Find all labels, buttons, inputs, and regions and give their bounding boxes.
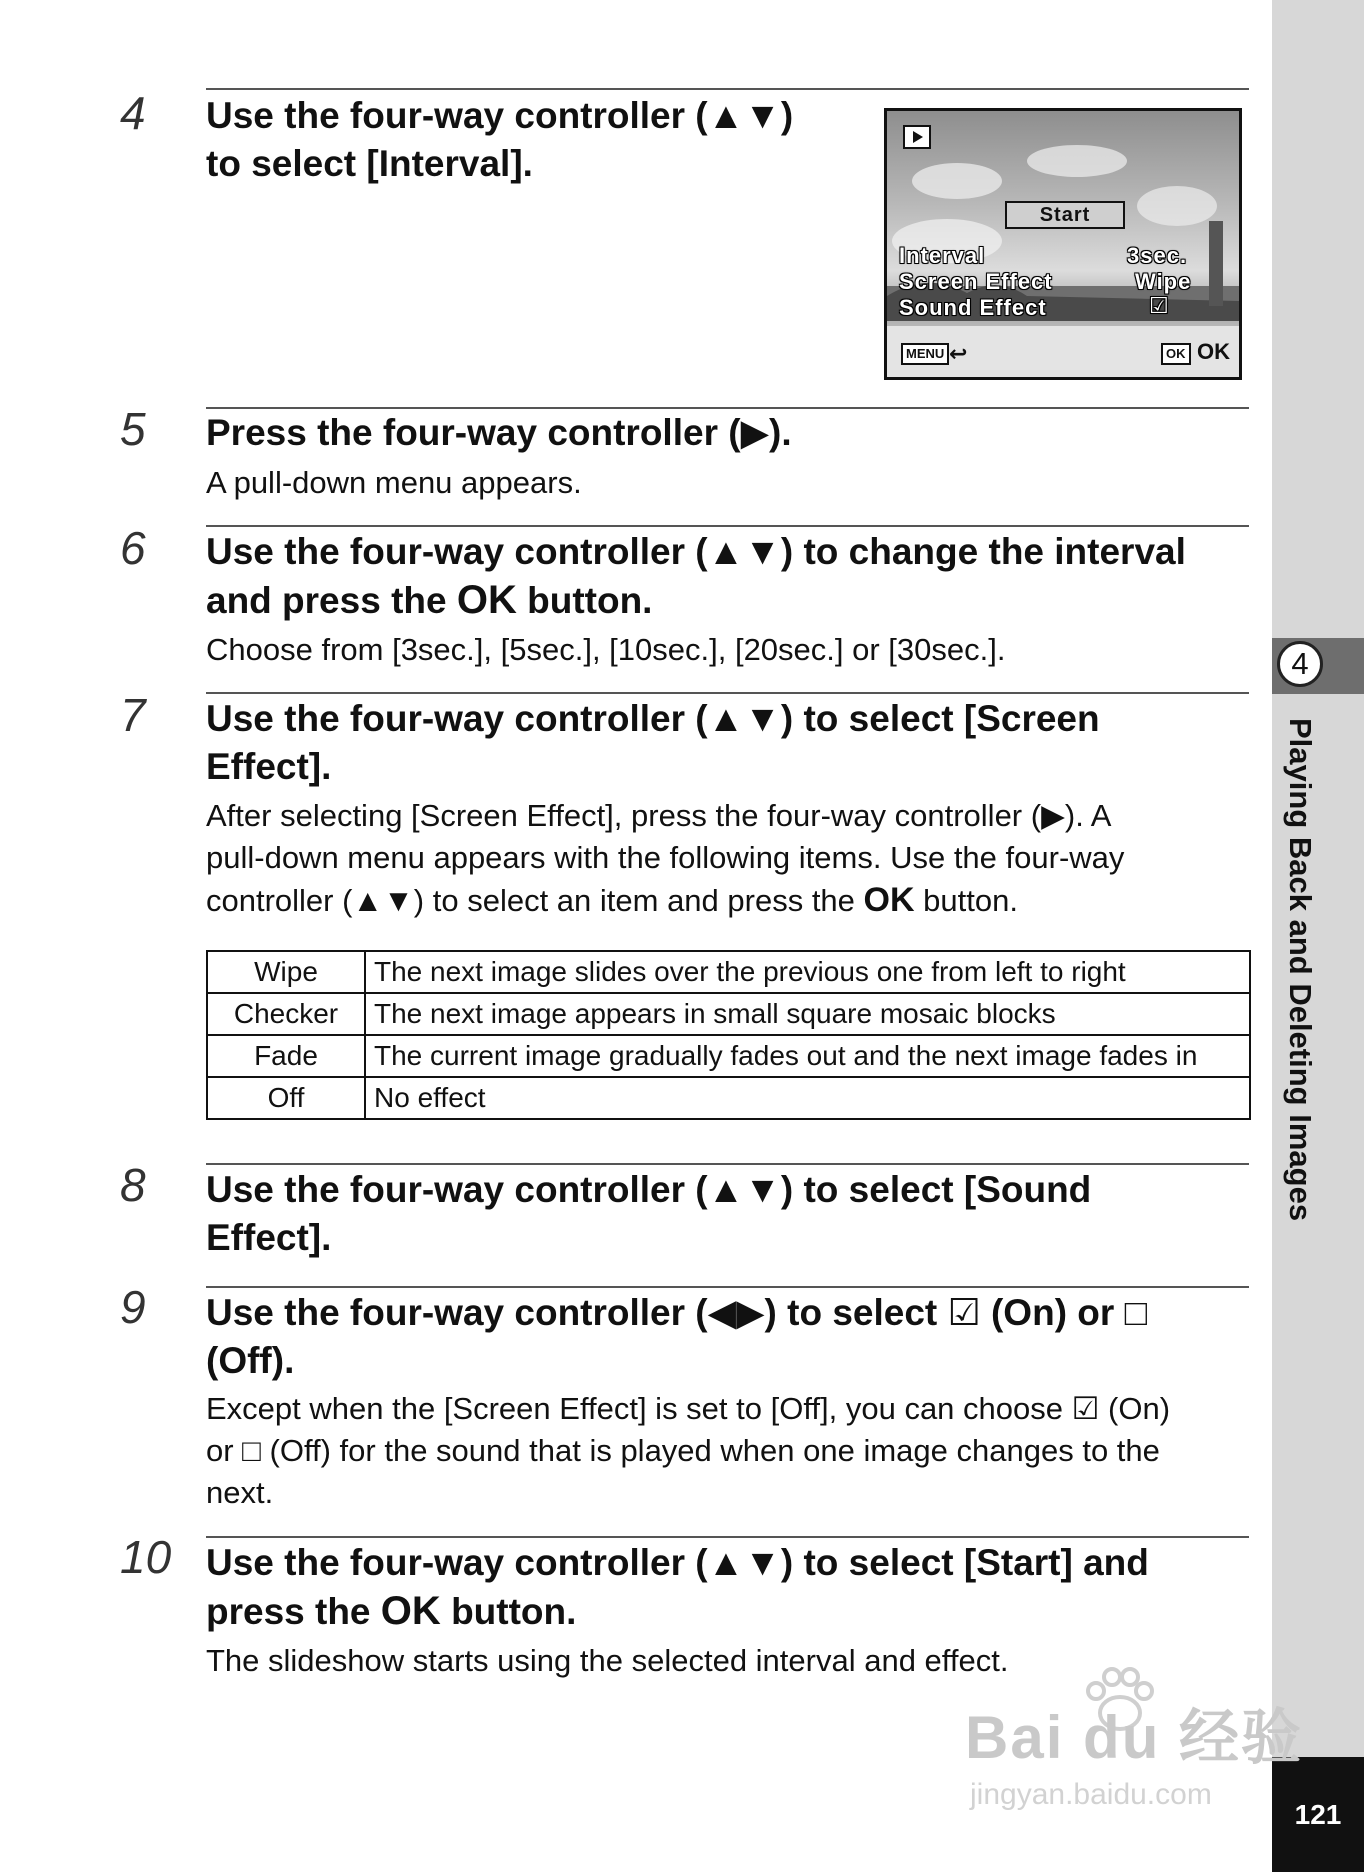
step-body: A pull-down menu appears. xyxy=(206,465,582,500)
step-heading: Use the four-way controller (▲▼) to select [Interval]. xyxy=(206,95,794,184)
step-number: 5 xyxy=(120,403,146,455)
effect-name: Wipe xyxy=(207,951,365,993)
camera-row-value: ☑ xyxy=(1149,293,1170,318)
ok-glyph: OK xyxy=(380,1589,441,1633)
step-heading: Use the four-way controller (◀▶) to select ☑ (On) or □ (Off). xyxy=(206,1292,1147,1381)
effect-name: Off xyxy=(207,1077,365,1119)
camera-screen xyxy=(884,108,1242,380)
camera-start-item: Start xyxy=(1005,201,1125,229)
camera-row-label: Interval xyxy=(899,243,986,268)
table-row xyxy=(207,951,1250,993)
effect-description: The current image gradually fades out and the next image fades in xyxy=(365,1035,1250,1077)
effect-name: Checker xyxy=(207,993,365,1035)
effect-description: No effect xyxy=(365,1077,1250,1119)
effect-name: Fade xyxy=(207,1035,365,1077)
step-number: 6 xyxy=(120,522,146,574)
watermark-url: jingyan.baidu.com xyxy=(970,1778,1212,1811)
step-divider xyxy=(206,525,1249,527)
ok-glyph: OK xyxy=(456,578,517,622)
step-heading: Use the four-way controller (▲▼) to select [Screen Effect]. xyxy=(206,698,1100,787)
step-body: Except when the [Screen Effect] is set to [Off], you can choose ☑ (On) or □ (Off) for the sound that is played when one image changes to the next. xyxy=(206,1391,1171,1510)
camera-row-label: Sound Effect xyxy=(899,295,1047,320)
playback-icon xyxy=(903,125,931,149)
camera-menu-button: MENU xyxy=(901,343,949,365)
back-arrow-icon: ↩ xyxy=(949,341,968,366)
step-body: Choose from [3sec.], [5sec.], [10sec.], [20sec.] or [30sec.]. xyxy=(206,632,1006,667)
step-body: After selecting [Screen Effect], press the four-way controller (▶). A pull-down menu appears with the following items. Use the four-way controller (▲▼) to select an item and press the OK button. xyxy=(206,798,1125,919)
step-divider xyxy=(206,1536,1249,1538)
camera-row-value: 3sec. xyxy=(1127,243,1188,268)
step-divider xyxy=(206,88,1249,90)
watermark-logo: Bai du 经验 xyxy=(965,1704,1304,1771)
step-divider xyxy=(206,1286,1249,1288)
ok-glyph: OK xyxy=(863,881,915,919)
step-number: 4 xyxy=(120,87,146,139)
page-number: 121 xyxy=(1272,1757,1364,1872)
step-divider xyxy=(206,692,1249,694)
step-number: 9 xyxy=(120,1281,146,1333)
step-number: 10 xyxy=(120,1531,172,1583)
camera-ok-button: OK xyxy=(1161,343,1191,365)
step-number: 8 xyxy=(120,1159,146,1211)
chapter-title: Playing Back and Deleting Images xyxy=(1283,718,1318,1222)
step-body: The slideshow starts using the selected interval and effect. xyxy=(206,1643,1009,1678)
step-heading: Use the four-way controller (▲▼) to select [Start] and press the OK button. xyxy=(206,1542,1149,1633)
step-number: 7 xyxy=(120,689,146,741)
camera-row-label: Screen Effect xyxy=(899,269,1053,294)
effect-description: The next image slides over the previous one from left to right xyxy=(365,951,1250,993)
table-row xyxy=(207,1035,1250,1077)
step-divider xyxy=(206,1163,1249,1165)
camera-ok-label: OK xyxy=(1197,339,1230,364)
step-heading: Use the four-way controller (▲▼) to select [Sound Effect]. xyxy=(206,1169,1092,1258)
effect-description: The next image appears in small square mosaic blocks xyxy=(365,993,1250,1035)
table-row xyxy=(207,1077,1250,1119)
step-heading: Press the four-way controller (▶). xyxy=(206,412,792,453)
camera-row-value: Wipe xyxy=(1135,269,1192,294)
screen-effect-table xyxy=(206,950,1251,1120)
step-heading: Use the four-way controller (▲▼) to change the interval and press the OK button. xyxy=(206,531,1186,622)
table-row xyxy=(207,993,1250,1035)
chapter-number: 4 xyxy=(1277,641,1323,687)
